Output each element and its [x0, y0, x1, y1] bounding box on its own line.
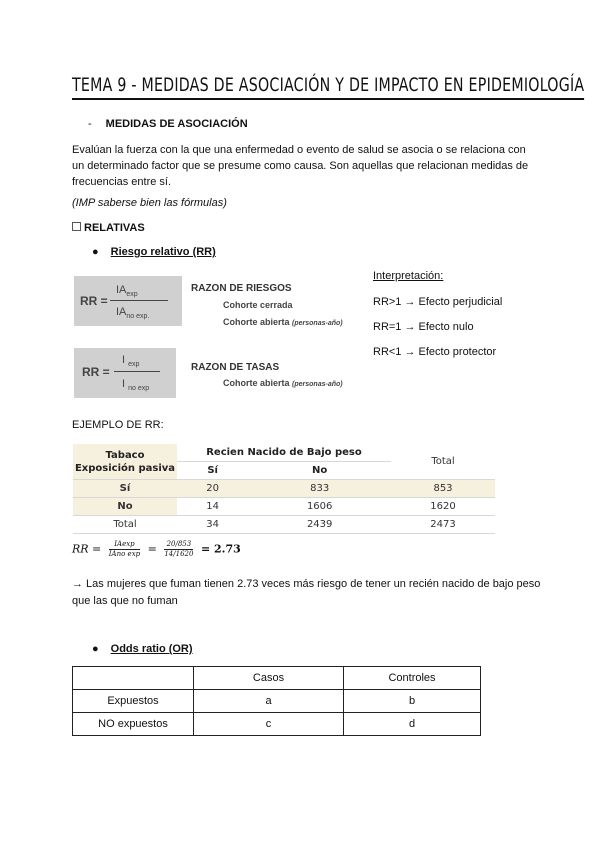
interpretation-item: RR<1 → Efecto protector	[373, 346, 497, 358]
intro-paragraph: Evalúan la fuerza con la que una enfermedad o evento de salud se asocia o se relaciona con un determinado factor que se presume como causa. Son aquellas que relacionan medidas de frecuencias entre sí.	[72, 144, 529, 188]
bullet-icon: ●	[92, 643, 99, 655]
table-header-cell: Controles	[344, 667, 481, 690]
table-corner-header	[73, 444, 177, 480]
formula-denominator: I $_{no exp}$	[122, 378, 150, 393]
table-cell: 2439	[248, 516, 391, 534]
or-heading	[92, 643, 193, 655]
equals-sign: =	[147, 542, 157, 556]
table-cell: 20	[177, 480, 248, 498]
example-label: EJEMPLO DE RR:	[72, 419, 164, 431]
interpretation-item: RR>1 → Efecto perjudicial	[373, 296, 503, 308]
formula-line2-riesgos: Cohorte abierta (personas-año)	[223, 317, 343, 327]
table-cell: 833	[248, 480, 391, 498]
subheader-no: No	[248, 462, 391, 480]
table-cell: 14	[177, 498, 248, 516]
or-heading-text: Odds ratio (OR)	[110, 643, 193, 655]
section-heading	[88, 118, 248, 130]
or-table	[72, 666, 481, 736]
table-cell: 2473	[391, 516, 495, 534]
table-row	[73, 516, 495, 534]
formula-title-riesgos: RAZON DE RIESGOS	[191, 283, 292, 294]
fraction-line	[110, 300, 168, 301]
formula-lhs: RR =	[80, 294, 108, 308]
table-cell: d	[344, 713, 481, 736]
row-label: NO expuestos	[73, 713, 194, 736]
corner-line: Exposición pasiva	[74, 462, 176, 474]
relativas-label: RELATIVAS	[84, 222, 145, 234]
conclusion-text: → Las mujeres que fuman tienen 2.73 veces más riesgo de tener un recién nacido de bajo peso que las que no fuman	[72, 578, 541, 607]
bullet-icon: ●	[92, 246, 99, 258]
formula-lhs: RR =	[72, 542, 102, 556]
relativas-heading	[72, 222, 145, 234]
important-note: (IMP saberse bien las fórmulas)	[72, 197, 227, 209]
fraction-denominator: IAno exp	[108, 550, 141, 558]
rr-heading	[92, 246, 216, 258]
table-header-cell: Casos	[194, 667, 344, 690]
formula-box-tasas	[74, 348, 176, 398]
page-title: TEMA 9 - MEDIDAS DE ASOCIACIÓN Y DE IMPACTO EN EPIDEMIOLOGÍA	[72, 74, 584, 100]
formula-numerator: I $_{exp}$	[122, 354, 140, 369]
table-cell: 34	[177, 516, 248, 534]
formula-result: = 2.73	[200, 542, 241, 556]
fraction-numerator: 20/853	[164, 540, 193, 550]
formula-lhs: RR =	[82, 365, 110, 379]
formula-line1-tasas: Cohorte abierta (personas-año)	[223, 378, 343, 388]
table-cell: b	[344, 690, 481, 713]
fraction-numerator: IAexp	[109, 540, 140, 550]
table-row	[73, 480, 495, 498]
dash-marker: -	[88, 118, 92, 130]
table-header-row	[73, 444, 495, 462]
subheader-si: Sí	[177, 462, 248, 480]
group-header: Recien Nacido de Bajo peso	[177, 444, 391, 462]
table-cell: c	[194, 713, 344, 736]
checkbox-icon	[72, 222, 81, 231]
total-header: Total	[391, 444, 495, 480]
table-cell: a	[194, 690, 344, 713]
formula-box-riesgos	[74, 276, 182, 326]
table-header-row	[73, 667, 481, 690]
table-row	[73, 498, 495, 516]
row-label: Expuestos	[73, 690, 194, 713]
row-label: Total	[73, 516, 177, 534]
section-heading-text: MEDIDAS DE ASOCIACIÓN	[105, 118, 248, 130]
rr-formula-example	[72, 540, 241, 559]
table-header-cell	[73, 667, 194, 690]
corner-line: Tabaco	[105, 449, 145, 461]
table-cell: 1606	[248, 498, 391, 516]
fraction-line	[114, 371, 160, 372]
formula-line1-riesgos: Cohorte cerrada	[223, 300, 293, 310]
fraction-numeric	[164, 540, 193, 559]
rr-example-table	[73, 444, 495, 534]
row-label: No	[73, 498, 177, 516]
row-label: Sí	[73, 480, 177, 498]
table-cell: 853	[391, 480, 495, 498]
interpretation-item: RR=1 → Efecto nulo	[373, 321, 474, 333]
formula-denominator: $IA_{no exp.}$	[116, 306, 150, 321]
table-cell: 1620	[391, 498, 495, 516]
formula-numerator: $IA_{exp}$	[116, 284, 138, 299]
interpretation-title: Interpretación:	[373, 270, 444, 282]
table-row	[73, 690, 481, 713]
rr-heading-text: Riesgo relativo (RR)	[110, 246, 216, 258]
fraction-denominator: 14/1620	[164, 550, 194, 558]
table-row	[73, 713, 481, 736]
fraction-symbolic	[109, 540, 140, 559]
formula-title-tasas: RAZON DE TASAS	[191, 362, 280, 373]
